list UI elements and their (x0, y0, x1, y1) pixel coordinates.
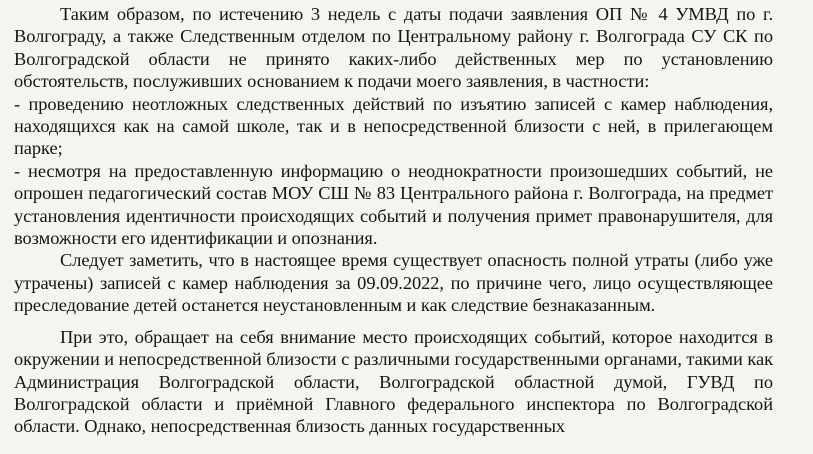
paragraph-risk: Следует заметить, что в настоящее время существует опасность полной утраты (либо уже утрачены) записей с камер наблюдения за 09.09.2022, по причине чего, лицо осуществляющее преследование детей останется неустановленным и как следствие безнаказанным. (14, 250, 773, 316)
paragraph-location: При это, обращает на себя внимание место происходящих событий, которое находится в окружении и непосредственной близости с различными государственными органами, такими как Администрация Волгоградской области, Волгоградской областной думой, ГУВД по Волгоградской области и приёмной Главного федерального инспектора по Волгоградской области. Однако, непосредственная близость данных государственных (14, 326, 773, 437)
paragraph-item-staff: - несмотря на предоставленную информацию о неоднократности произошедших событий, не опрошен педагогический состав МОУ СШ № 83 Центрального района г. Волгограда, на предмет установления идентичности происходящих событий и получения примет правонарушителя, для возможности его идентификации и опознания. (14, 160, 773, 249)
paragraph-item-cameras: - проведению неотложных следственных действий по изъятию записей с камер наблюдения, находящихся как на самой школе, так и в непосредственной близости с ней, в прилегающем парке; (14, 93, 773, 159)
paragraph-summary: Таким образом, по истечению 3 недель с даты подачи заявления ОП № 4 УМВД по г. Волгограду, а также Следственным отделом по Центральному району г. Волгограда СУ СК по Волгоградской области не принято каких-либо действенных мер по установлению обстоятельств, послуживших основанием к подачи моего заявления, в частности: (14, 4, 773, 92)
